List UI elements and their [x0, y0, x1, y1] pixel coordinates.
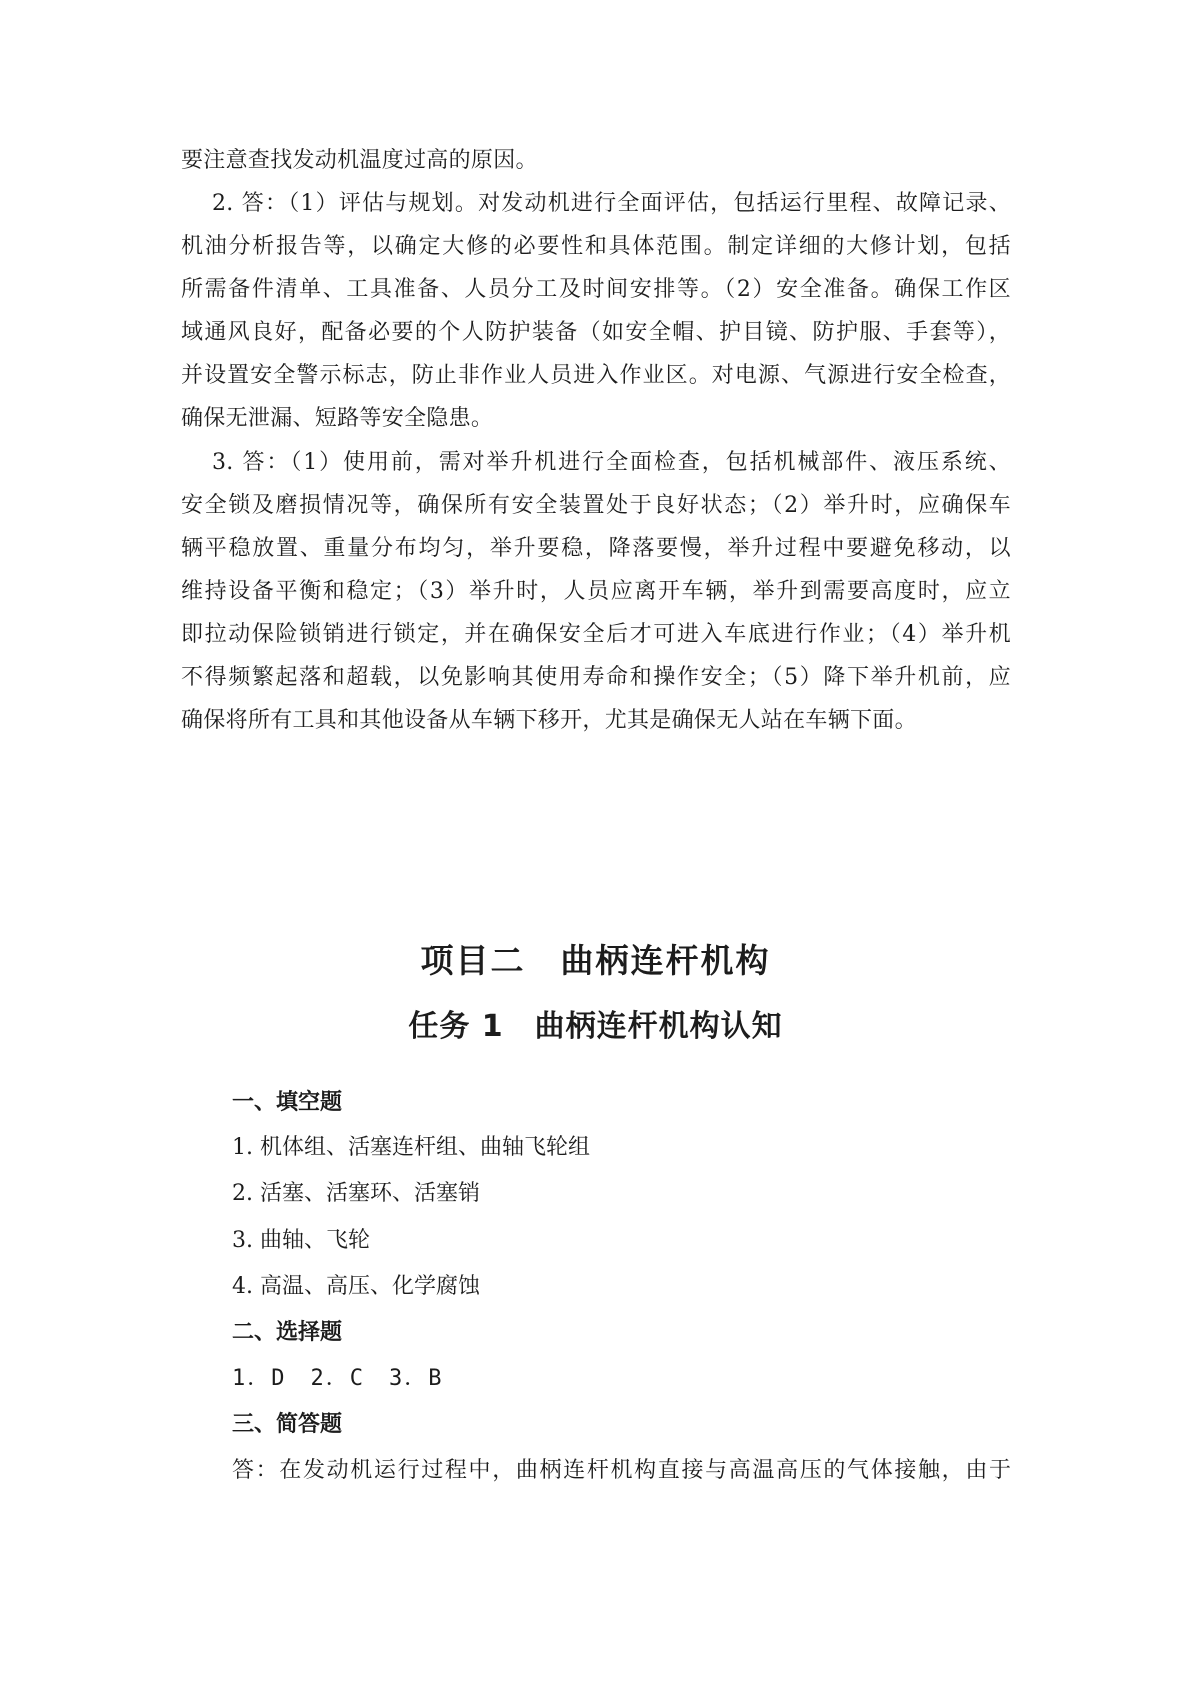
task-title: 任务 1 曲柄连杆机构认知	[408, 1009, 783, 1044]
project-title: 项目二 曲柄连杆机构	[420, 941, 771, 980]
answer-line: 要注意查找发动机温度过高的原因。	[181, 148, 538, 173]
section-heading-fill-blank: 一、填空题	[232, 1090, 343, 1115]
answer-line: 3. 答：（1）使用前，需对举升机进行全面检查，包括机械部件、液压系统、	[212, 450, 1011, 475]
fill-blank-item: 4. 高温、高压、化学腐蚀	[232, 1274, 480, 1299]
answer-line: 并设置安全警示标志，防止非作业人员进入作业区。对电源、气源进行安全检查，	[181, 363, 1011, 388]
answer-line: 2. 答：（1）评估与规划。对发动机进行全面评估，包括运行里程、故障记录、	[212, 191, 1011, 216]
fill-blank-item: 2. 活塞、活塞环、活塞销	[232, 1181, 480, 1206]
short-answer-text: 答：在发动机运行过程中，曲柄连杆机构直接与高温高压的气体接触，由于	[232, 1458, 1011, 1483]
answer-line: 维持设备平衡和稳定；（3）举升时，人员应离开车辆，举升到需要高度时，应立	[181, 579, 1011, 604]
answer-line: 确保无泄漏、短路等安全隐患。	[181, 406, 494, 431]
answer-line: 域通风良好，配备必要的个人防护装备（如安全帽、护目镜、防护服、手套等），	[181, 320, 1011, 345]
section-heading-short-answer: 三、简答题	[232, 1412, 343, 1437]
answer-line: 安全锁及磨损情况等，确保所有安全装置处于良好状态；（2）举升时，应确保车	[181, 493, 1011, 518]
answer-line: 不得频繁起落和超载，以免影响其使用寿命和操作安全；（5）降下举升机前，应	[181, 665, 1011, 690]
answer-line: 辆平稳放置、重量分布均匀，举升要稳，降落要慢，举升过程中要避免移动，以	[181, 536, 1011, 561]
answer-line: 确保将所有工具和其他设备从车辆下移开，尤其是确保无人站在车辆下面。	[181, 708, 917, 733]
answer-line: 机油分析报告等，以确定大修的必要性和具体范围。制定详细的大修计划，包括	[181, 234, 1011, 259]
answer-line: 即拉动保险锁销进行锁定，并在确保安全后才可进入车底进行作业；（4）举升机	[181, 622, 1011, 647]
answer-line: 所需备件清单、工具准备、人员分工及时间安排等。（2）安全准备。确保工作区	[181, 277, 1011, 302]
section-heading-multiple-choice: 二、选择题	[232, 1320, 343, 1345]
fill-blank-item: 1. 机体组、活塞连杆组、曲轴飞轮组	[232, 1135, 590, 1160]
fill-blank-item: 3. 曲轴、飞轮	[232, 1228, 370, 1253]
multiple-choice-answers: 1．D 2．C 3．B	[232, 1366, 444, 1391]
